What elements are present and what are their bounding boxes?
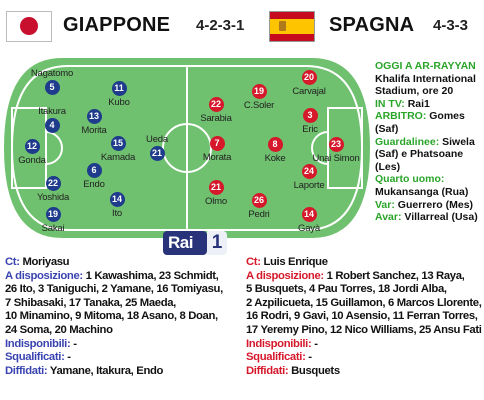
player-number: 19 — [252, 84, 267, 99]
player-name: Unai Simon — [312, 153, 360, 164]
player-name: Carvajal — [292, 86, 326, 97]
japan-coach: Moriyasu — [22, 256, 70, 268]
japan-subs-line: 24 Soma, 20 Machino — [5, 323, 113, 336]
spain-suspended: - — [308, 351, 312, 364]
player-number: 12 — [25, 139, 40, 154]
player-number: 3 — [303, 108, 318, 123]
japan-formation: 4-2-3-1 — [196, 17, 245, 34]
japan-subs-line: 1 Kawashima, 23 Schmidt, — [85, 269, 219, 282]
player-number: 23 — [329, 137, 344, 152]
var-label: Var: — [375, 198, 395, 211]
tv-label: IN TV: — [375, 97, 405, 110]
player-name: Sakai — [41, 223, 65, 234]
player-number: 11 — [112, 81, 127, 96]
player-name: Ito — [112, 208, 122, 219]
japan-player — [2, 138, 62, 166]
spain-player — [187, 135, 247, 163]
spain-player — [280, 107, 340, 135]
player-number: 4 — [45, 118, 60, 133]
venue: Khalifa International Stadium, ore 20 — [375, 72, 476, 98]
player-name: Nagatomo — [30, 68, 74, 79]
spain-player — [245, 136, 305, 164]
spain-subs-line: 16 Rodri, 9 Gavi, 10 Asensio, 11 Ferran Torres, — [246, 310, 478, 323]
player-number: 15 — [111, 136, 126, 151]
japan-team-name: GIAPPONE — [63, 14, 171, 36]
player-name: Ueda — [146, 134, 168, 145]
spain-formation: 4-3-3 — [433, 17, 469, 34]
player-name: Morita — [81, 125, 107, 136]
japan-player — [89, 80, 149, 108]
fourth-official-label: Quarto uomo: — [375, 173, 445, 186]
rai-logo-text: Rai — [168, 233, 193, 252]
tv-channel: Rai1 — [407, 97, 430, 110]
japan-player — [23, 206, 83, 234]
japan-player — [127, 134, 187, 162]
spain-unavailable-label: Indisponibili: — [246, 337, 312, 350]
player-number: 19 — [46, 207, 61, 222]
spain-player — [279, 206, 339, 234]
player-name: Sarabia — [200, 113, 232, 124]
japan-subs-line: 10 Minamino, 9 Mitoma, 18 Asano, 8 Doan, — [5, 310, 218, 323]
match-info — [375, 60, 483, 224]
spain-flag — [269, 11, 315, 42]
player-name: Laporte — [293, 180, 325, 191]
japan-subs-line: 26 Ito, 3 Taniguchi, 2 Yamane, 16 Tomiyasu, — [5, 283, 223, 296]
fourth-official: Mukansanga (Rua) — [375, 185, 469, 198]
player-name: C.Soler — [243, 100, 275, 111]
japan-subs-line: 7 Shibasaki, 17 Tanaka, 25 Maeda, — [5, 296, 176, 309]
player-number: 5 — [45, 80, 60, 95]
spain-team-name: SPAGNA — [329, 14, 415, 36]
player-number: 22 — [46, 176, 61, 191]
player-name: Koke — [264, 153, 286, 164]
rai-channel-number: 1 — [207, 231, 227, 255]
player-number: 14 — [110, 192, 125, 207]
player-name: Endo — [83, 179, 105, 190]
spain-subs-line: 2 Azpilicueta, 15 Guillamon, 6 Marcos Llorente, — [246, 296, 482, 309]
spain-suspended-label: Squalificati: — [246, 351, 306, 364]
spain-player — [279, 163, 339, 191]
spain-booked: Busquets — [291, 364, 340, 377]
japan-suspended-label: Squalificati: — [5, 351, 65, 364]
player-name: Gonda — [18, 155, 46, 166]
japan-player — [64, 162, 124, 190]
player-name: Olmo — [205, 196, 227, 207]
player-number: 8 — [268, 137, 283, 152]
avar-label: Avar: — [375, 211, 402, 224]
rai-logo — [163, 231, 207, 255]
player-name: Eric — [302, 124, 318, 135]
japan-player — [64, 108, 124, 136]
venue-label: OGGI A AR-RAYYAN — [375, 60, 476, 72]
player-name: Morata — [202, 152, 232, 163]
japan-info — [5, 256, 237, 378]
player-name: Kubo — [108, 97, 130, 108]
player-name: Pedri — [248, 209, 270, 220]
spain-player — [279, 69, 339, 97]
player-number: 7 — [210, 136, 225, 151]
linesmen: Siwela (Saf) e Phatsoane (Les) — [375, 135, 475, 173]
player-name: Itakura — [38, 106, 66, 117]
japan-booked-label: Diffidati: — [5, 364, 48, 377]
japan-unavailable: - — [73, 337, 77, 350]
referee: Gomes (Saf) — [375, 110, 465, 135]
spain-subs-line: 17 Yeremy Pino, 12 Nico Williams, 25 Ansu Fati — [246, 323, 482, 336]
player-name: Yoshida — [36, 192, 70, 203]
spain-subs-label: A disposizione: — [246, 269, 324, 282]
player-name: Gayà — [298, 223, 320, 234]
japan-suspended: - — [67, 351, 71, 364]
spain-subs-line: 1 Robert Sanchez, 13 Raya, — [326, 269, 465, 282]
japan-booked: Yamane, Itakura, Endo — [49, 364, 164, 377]
linesmen-label: Guardalinee: — [375, 135, 440, 148]
player-number: 21 — [209, 180, 224, 195]
spain-subs-line: 5 Busquets, 4 Pau Torres, 18 Jordi Alba, — [246, 283, 447, 296]
avar: Villarreal (Usa) — [404, 211, 478, 224]
player-number: 14 — [302, 207, 317, 222]
japan-player — [22, 68, 82, 96]
player-number: 26 — [252, 193, 267, 208]
japan-unavailable-label: Indisponibili: — [5, 337, 71, 350]
player-name: Kamada — [100, 152, 136, 163]
player-number: 6 — [87, 163, 102, 178]
japan-subs-label: A disposizione: — [5, 269, 83, 282]
japan-flag — [6, 11, 52, 42]
spain-info — [246, 256, 482, 378]
spain-player — [306, 136, 366, 164]
var: Guerrero (Mes) — [397, 198, 474, 211]
player-number: 20 — [302, 70, 317, 85]
player-number: 24 — [302, 164, 317, 179]
spain-coach: Luis Enrique — [263, 256, 328, 268]
japan-player — [87, 191, 147, 219]
japan-coach-label: Ct: — [5, 256, 20, 268]
spain-coach-label: Ct: — [246, 256, 261, 268]
pitch — [2, 56, 372, 240]
spain-booked-label: Diffidati: — [246, 364, 289, 377]
referee-label: ARBITRO: — [375, 110, 427, 123]
player-number: 21 — [150, 146, 165, 161]
spain-unavailable: - — [314, 337, 318, 350]
player-number: 13 — [87, 109, 102, 124]
player-number: 22 — [209, 97, 224, 112]
